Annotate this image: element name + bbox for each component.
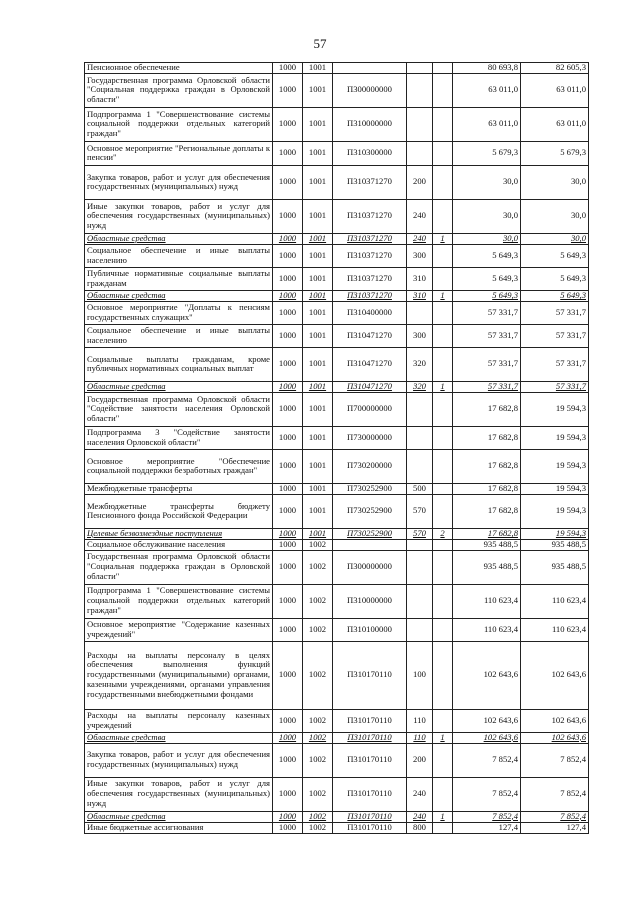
amount-year1-cell: 7 852,4 [453, 811, 521, 822]
table-row [85, 822, 589, 833]
table-row [85, 426, 589, 449]
target-article-cell: П310471270 [333, 324, 407, 347]
row-name-cell: Государственная программа Орловской области "Социальная поддержка граждан в Орловской области" [85, 550, 273, 584]
amount-year1-cell: 935 488,5 [453, 550, 521, 584]
subsection-code-cell: 1001 [303, 381, 333, 392]
funding-source-cell [433, 199, 453, 233]
table-row [85, 73, 589, 107]
expense-type-cell: 500 [407, 483, 433, 494]
amount-year1-cell: 63 011,0 [453, 73, 521, 107]
section-code-cell: 1000 [273, 732, 303, 743]
section-code-cell: 1000 [273, 494, 303, 528]
target-article-cell: П310170110 [333, 641, 407, 709]
expense-type-cell [407, 141, 433, 165]
expense-type-cell: 100 [407, 641, 433, 709]
amount-year1-cell: 110 623,4 [453, 584, 521, 618]
target-article-cell: П310371270 [333, 199, 407, 233]
table-row [85, 347, 589, 381]
row-name-cell: Закупка товаров, работ и услуг для обеспечения государственных (муниципальных) нужд [85, 165, 273, 199]
row-name-cell: Социальное обеспечение и иные выплаты населению [85, 244, 273, 267]
section-code-cell: 1000 [273, 141, 303, 165]
target-article-cell: П700000000 [333, 392, 407, 426]
funding-source-cell [433, 267, 453, 290]
subsection-code-cell: 1001 [303, 267, 333, 290]
row-name-cell: Основное мероприятие "Доплаты к пенсиям государственных служащих" [85, 301, 273, 324]
table-row [85, 107, 589, 141]
expense-type-cell: 240 [407, 199, 433, 233]
row-name-cell: Социальное обеспечение и иные выплаты населению [85, 324, 273, 347]
amount-year2-cell: 30,0 [521, 165, 589, 199]
expense-type-cell [407, 426, 433, 449]
expense-type-cell [407, 107, 433, 141]
row-name-cell: Областные средства [85, 381, 273, 392]
section-code-cell: 1000 [273, 618, 303, 641]
section-code-cell: 1000 [273, 584, 303, 618]
expense-type-cell: 240 [407, 811, 433, 822]
amount-year2-cell: 102 643,6 [521, 709, 589, 732]
expense-type-cell: 200 [407, 743, 433, 777]
target-article-cell: П300000000 [333, 550, 407, 584]
target-article-cell: П310371270 [333, 267, 407, 290]
amount-year1-cell: 57 331,7 [453, 381, 521, 392]
row-name-cell: Областные средства [85, 811, 273, 822]
amount-year1-cell: 110 623,4 [453, 618, 521, 641]
expense-type-cell: 800 [407, 822, 433, 833]
amount-year1-cell: 102 643,6 [453, 641, 521, 709]
funding-source-cell [433, 426, 453, 449]
target-article-cell: П730252900 [333, 528, 407, 539]
row-name-cell: Социальные выплаты гражданам, кроме публичных нормативных социальных выплат [85, 347, 273, 381]
subsection-code-cell: 1001 [303, 244, 333, 267]
section-code-cell: 1000 [273, 709, 303, 732]
table-row [85, 63, 589, 74]
funding-source-cell: 1 [433, 732, 453, 743]
funding-source-cell [433, 494, 453, 528]
expense-type-cell: 320 [407, 347, 433, 381]
row-name-cell: Пенсионное обеспечение [85, 63, 273, 74]
target-article-cell: П730252900 [333, 483, 407, 494]
amount-year2-cell: 102 643,6 [521, 641, 589, 709]
amount-year2-cell: 127,4 [521, 822, 589, 833]
section-code-cell: 1000 [273, 199, 303, 233]
expense-type-cell: 110 [407, 732, 433, 743]
amount-year2-cell: 19 594,3 [521, 392, 589, 426]
funding-source-cell: 1 [433, 811, 453, 822]
row-name-cell: Основное мероприятие "Региональные доплаты к пенсии" [85, 141, 273, 165]
amount-year2-cell: 935 488,5 [521, 539, 589, 550]
section-code-cell: 1000 [273, 244, 303, 267]
amount-year2-cell: 63 011,0 [521, 107, 589, 141]
row-name-cell: Целевые безвозмездные поступления [85, 528, 273, 539]
table-row [85, 381, 589, 392]
subsection-code-cell: 1001 [303, 141, 333, 165]
amount-year2-cell: 19 594,3 [521, 449, 589, 483]
table-row [85, 550, 589, 584]
funding-source-cell [433, 449, 453, 483]
row-name-cell: Областные средства [85, 732, 273, 743]
section-code-cell: 1000 [273, 392, 303, 426]
expense-type-cell: 110 [407, 709, 433, 732]
funding-source-cell [433, 483, 453, 494]
row-name-cell: Межбюджетные трансферты бюджету Пенсионного фонда Российской Федерации [85, 494, 273, 528]
funding-source-cell [433, 165, 453, 199]
section-code-cell: 1000 [273, 63, 303, 74]
page-number: 57 [313, 36, 327, 51]
funding-source-cell [433, 392, 453, 426]
table-row [85, 324, 589, 347]
table-row [85, 732, 589, 743]
section-code-cell: 1000 [273, 483, 303, 494]
amount-year2-cell: 102 643,6 [521, 732, 589, 743]
amount-year1-cell: 7 852,4 [453, 777, 521, 811]
target-article-cell: П300000000 [333, 73, 407, 107]
target-article-cell: П730252900 [333, 494, 407, 528]
expense-type-cell: 310 [407, 267, 433, 290]
subsection-code-cell: 1001 [303, 73, 333, 107]
amount-year1-cell: 5 649,3 [453, 244, 521, 267]
subsection-code-cell: 1001 [303, 290, 333, 301]
row-name-cell: Социальное обслуживание населения [85, 539, 273, 550]
table-row [85, 301, 589, 324]
section-code-cell: 1000 [273, 811, 303, 822]
target-article-cell [333, 63, 407, 74]
table-row [85, 165, 589, 199]
row-name-cell: Областные средства [85, 290, 273, 301]
funding-source-cell [433, 743, 453, 777]
expense-type-cell: 200 [407, 165, 433, 199]
section-code-cell: 1000 [273, 347, 303, 381]
amount-year2-cell: 57 331,7 [521, 381, 589, 392]
row-name-cell: Областные средства [85, 233, 273, 244]
row-name-cell: Подпрограмма 3 "Содействие занятости населения Орловской области" [85, 426, 273, 449]
amount-year1-cell: 57 331,7 [453, 324, 521, 347]
subsection-code-cell: 1002 [303, 777, 333, 811]
section-code-cell: 1000 [273, 550, 303, 584]
amount-year2-cell: 19 594,3 [521, 426, 589, 449]
row-name-cell: Подпрограмма 1 "Совершенствование системы социальной поддержки отдельных категорий граждан" [85, 107, 273, 141]
expense-type-cell: 300 [407, 244, 433, 267]
row-name-cell: Закупка товаров, работ и услуг для обеспечения государственных (муниципальных) нужд [85, 743, 273, 777]
row-name-cell: Расходы на выплаты персоналу казенных учреждений [85, 709, 273, 732]
amount-year1-cell: 17 682,8 [453, 426, 521, 449]
funding-source-cell [433, 63, 453, 74]
subsection-code-cell: 1001 [303, 528, 333, 539]
amount-year2-cell: 57 331,7 [521, 324, 589, 347]
expense-type-cell: 570 [407, 528, 433, 539]
funding-source-cell: 2 [433, 528, 453, 539]
subsection-code-cell: 1001 [303, 494, 333, 528]
table-row [85, 584, 589, 618]
row-name-cell: Основное мероприятие "Содержание казенных учреждений" [85, 618, 273, 641]
subsection-code-cell: 1002 [303, 743, 333, 777]
section-code-cell: 1000 [273, 777, 303, 811]
section-code-cell: 1000 [273, 324, 303, 347]
amount-year1-cell: 63 011,0 [453, 107, 521, 141]
amount-year2-cell: 5 679,3 [521, 141, 589, 165]
expense-type-cell [407, 301, 433, 324]
subsection-code-cell: 1002 [303, 641, 333, 709]
subsection-code-cell: 1001 [303, 324, 333, 347]
target-article-cell: П310170110 [333, 709, 407, 732]
amount-year2-cell: 19 594,3 [521, 528, 589, 539]
subsection-code-cell: 1001 [303, 347, 333, 381]
subsection-code-cell: 1002 [303, 822, 333, 833]
table-row [85, 483, 589, 494]
row-name-cell: Расходы на выплаты персоналу в целях обеспечения выполнения функций государственными (муниципальными) органами, казенными учреждениями, органами управления государственными внебюджетными фондами [85, 641, 273, 709]
section-code-cell: 1000 [273, 107, 303, 141]
table-row [85, 811, 589, 822]
funding-source-cell [433, 107, 453, 141]
row-name-cell: Публичные нормативные социальные выплаты гражданам [85, 267, 273, 290]
funding-source-cell [433, 324, 453, 347]
amount-year1-cell: 30,0 [453, 165, 521, 199]
funding-source-cell [433, 244, 453, 267]
amount-year1-cell: 5 649,3 [453, 267, 521, 290]
amount-year2-cell: 7 852,4 [521, 811, 589, 822]
expense-type-cell: 570 [407, 494, 433, 528]
subsection-code-cell: 1001 [303, 199, 333, 233]
target-article-cell: П310170110 [333, 732, 407, 743]
subsection-code-cell: 1002 [303, 709, 333, 732]
funding-source-cell [433, 777, 453, 811]
funding-source-cell [433, 822, 453, 833]
amount-year1-cell: 5 649,3 [453, 290, 521, 301]
target-article-cell: П310300000 [333, 141, 407, 165]
expense-type-cell [407, 392, 433, 426]
table-row [85, 449, 589, 483]
table-row [85, 494, 589, 528]
section-code-cell: 1000 [273, 426, 303, 449]
target-article-cell: П310000000 [333, 107, 407, 141]
table-row [85, 233, 589, 244]
amount-year1-cell: 17 682,8 [453, 528, 521, 539]
subsection-code-cell: 1001 [303, 449, 333, 483]
table-row [85, 777, 589, 811]
expense-type-cell [407, 73, 433, 107]
funding-source-cell [433, 550, 453, 584]
amount-year2-cell: 19 594,3 [521, 483, 589, 494]
target-article-cell: П310371270 [333, 165, 407, 199]
amount-year1-cell: 127,4 [453, 822, 521, 833]
amount-year2-cell: 110 623,4 [521, 618, 589, 641]
target-article-cell [333, 539, 407, 550]
section-code-cell: 1000 [273, 822, 303, 833]
funding-source-cell: 1 [433, 233, 453, 244]
amount-year2-cell: 82 605,3 [521, 63, 589, 74]
funding-source-cell [433, 618, 453, 641]
table-row [85, 392, 589, 426]
subsection-code-cell: 1001 [303, 392, 333, 426]
subsection-code-cell: 1002 [303, 539, 333, 550]
row-name-cell: Иные бюджетные ассигнования [85, 822, 273, 833]
target-article-cell: П310400000 [333, 301, 407, 324]
amount-year2-cell: 57 331,7 [521, 301, 589, 324]
amount-year2-cell: 30,0 [521, 199, 589, 233]
section-code-cell: 1000 [273, 449, 303, 483]
subsection-code-cell: 1002 [303, 550, 333, 584]
expense-type-cell [407, 584, 433, 618]
amount-year2-cell: 5 649,3 [521, 244, 589, 267]
amount-year1-cell: 102 643,6 [453, 709, 521, 732]
subsection-code-cell: 1001 [303, 426, 333, 449]
expense-type-cell [407, 449, 433, 483]
amount-year1-cell: 17 682,8 [453, 449, 521, 483]
subsection-code-cell: 1001 [303, 301, 333, 324]
target-article-cell: П310170110 [333, 811, 407, 822]
expense-type-cell: 310 [407, 290, 433, 301]
subsection-code-cell: 1001 [303, 107, 333, 141]
funding-source-cell: 1 [433, 381, 453, 392]
amount-year1-cell: 30,0 [453, 199, 521, 233]
amount-year2-cell: 7 852,4 [521, 777, 589, 811]
amount-year2-cell: 19 594,3 [521, 494, 589, 528]
funding-source-cell [433, 539, 453, 550]
target-article-cell: П730000000 [333, 426, 407, 449]
target-article-cell: П310170110 [333, 743, 407, 777]
section-code-cell: 1000 [273, 73, 303, 107]
funding-source-cell [433, 141, 453, 165]
subsection-code-cell: 1001 [303, 233, 333, 244]
table-row [85, 199, 589, 233]
table-row [85, 709, 589, 732]
funding-source-cell [433, 641, 453, 709]
amount-year1-cell: 30,0 [453, 233, 521, 244]
table-row [85, 141, 589, 165]
amount-year2-cell: 935 488,5 [521, 550, 589, 584]
table-row [85, 528, 589, 539]
amount-year2-cell: 63 011,0 [521, 73, 589, 107]
subsection-code-cell: 1002 [303, 584, 333, 618]
section-code-cell: 1000 [273, 641, 303, 709]
subsection-code-cell: 1001 [303, 63, 333, 74]
amount-year1-cell: 17 682,8 [453, 392, 521, 426]
amount-year1-cell: 935 488,5 [453, 539, 521, 550]
row-name-cell: Подпрограмма 1 "Совершенствование системы социальной поддержки отдельных категорий граждан" [85, 584, 273, 618]
section-code-cell: 1000 [273, 743, 303, 777]
subsection-code-cell: 1001 [303, 165, 333, 199]
amount-year2-cell: 5 649,3 [521, 267, 589, 290]
row-name-cell: Государственная программа Орловской области "Содействие занятости населения Орловской области" [85, 392, 273, 426]
funding-source-cell [433, 709, 453, 732]
table-row [85, 743, 589, 777]
expense-type-cell: 320 [407, 381, 433, 392]
subsection-code-cell: 1002 [303, 618, 333, 641]
amount-year1-cell: 17 682,8 [453, 494, 521, 528]
table-row [85, 618, 589, 641]
amount-year1-cell: 7 852,4 [453, 743, 521, 777]
section-code-cell: 1000 [273, 381, 303, 392]
expense-type-cell [407, 63, 433, 74]
expense-type-cell: 240 [407, 777, 433, 811]
funding-source-cell [433, 73, 453, 107]
amount-year2-cell: 57 331,7 [521, 347, 589, 381]
row-name-cell: Иные закупки товаров, работ и услуг для обеспечения государственных (муниципальных) нужд [85, 777, 273, 811]
target-article-cell: П310371270 [333, 290, 407, 301]
subsection-code-cell: 1002 [303, 732, 333, 743]
table-row [85, 641, 589, 709]
table-row [85, 244, 589, 267]
subsection-code-cell: 1001 [303, 483, 333, 494]
section-code-cell: 1000 [273, 165, 303, 199]
amount-year1-cell: 102 643,6 [453, 732, 521, 743]
budget-table [84, 62, 589, 834]
amount-year1-cell: 57 331,7 [453, 301, 521, 324]
table-row [85, 267, 589, 290]
section-code-cell: 1000 [273, 301, 303, 324]
section-code-cell: 1000 [273, 267, 303, 290]
target-article-cell: П730200000 [333, 449, 407, 483]
expense-type-cell [407, 539, 433, 550]
row-name-cell: Межбюджетные трансферты [85, 483, 273, 494]
target-article-cell: П310170110 [333, 822, 407, 833]
amount-year2-cell: 110 623,4 [521, 584, 589, 618]
expense-type-cell: 240 [407, 233, 433, 244]
row-name-cell: Государственная программа Орловской области "Социальная поддержка граждан в Орловской области" [85, 73, 273, 107]
target-article-cell: П310471270 [333, 347, 407, 381]
expense-type-cell [407, 550, 433, 584]
amount-year2-cell: 7 852,4 [521, 743, 589, 777]
subsection-code-cell: 1002 [303, 811, 333, 822]
table-row [85, 290, 589, 301]
section-code-cell: 1000 [273, 233, 303, 244]
amount-year1-cell: 5 679,3 [453, 141, 521, 165]
expense-type-cell [407, 618, 433, 641]
funding-source-cell [433, 584, 453, 618]
amount-year1-cell: 17 682,8 [453, 483, 521, 494]
section-code-cell: 1000 [273, 539, 303, 550]
target-article-cell: П310000000 [333, 584, 407, 618]
target-article-cell: П310371270 [333, 233, 407, 244]
section-code-cell: 1000 [273, 290, 303, 301]
target-article-cell: П310471270 [333, 381, 407, 392]
target-article-cell: П310100000 [333, 618, 407, 641]
target-article-cell: П310170110 [333, 777, 407, 811]
table-row [85, 539, 589, 550]
amount-year2-cell: 5 649,3 [521, 290, 589, 301]
funding-source-cell [433, 347, 453, 381]
expense-type-cell: 300 [407, 324, 433, 347]
funding-source-cell [433, 301, 453, 324]
amount-year1-cell: 57 331,7 [453, 347, 521, 381]
section-code-cell: 1000 [273, 528, 303, 539]
funding-source-cell: 1 [433, 290, 453, 301]
amount-year1-cell: 80 693,8 [453, 63, 521, 74]
row-name-cell: Иные закупки товаров, работ и услуг для обеспечения государственных (муниципальных) нужд [85, 199, 273, 233]
amount-year2-cell: 30,0 [521, 233, 589, 244]
target-article-cell: П310371270 [333, 244, 407, 267]
row-name-cell: Основное мероприятие "Обеспечение социальной поддержки безработных граждан" [85, 449, 273, 483]
